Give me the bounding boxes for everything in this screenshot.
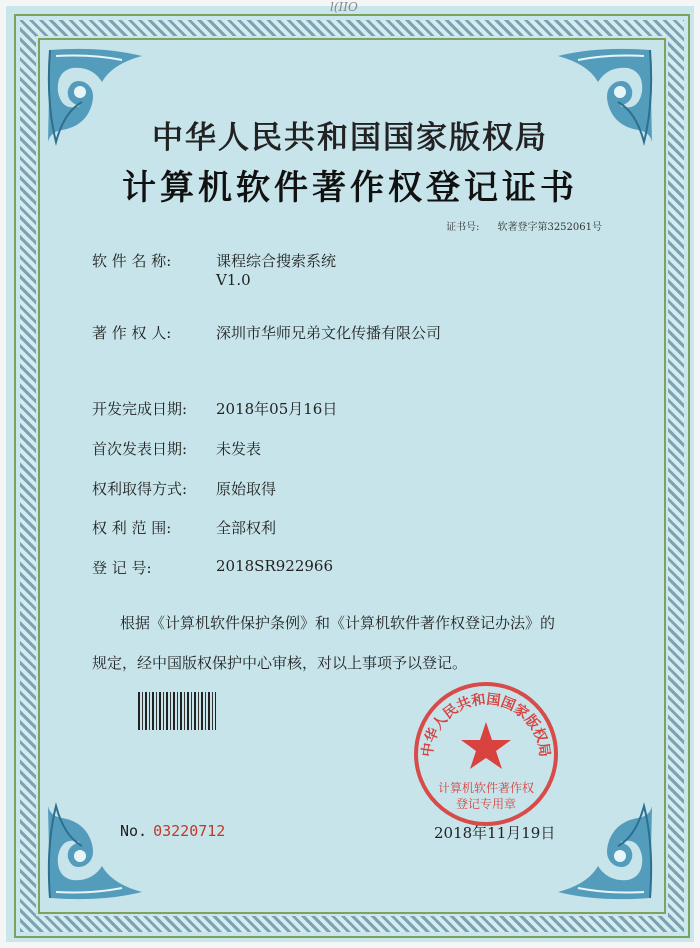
field-scope xyxy=(92,517,277,538)
scroll-ornament-icon xyxy=(42,796,152,906)
field-label: 软 件 名 称: xyxy=(92,252,172,270)
seal-outer-text: 中华人民共和国国家版权局 xyxy=(419,691,553,758)
field-value: 全部权利 xyxy=(216,519,277,537)
field-value: 原始取得 xyxy=(216,480,277,498)
field-registration-no xyxy=(92,557,334,578)
field-acquisition xyxy=(92,478,277,499)
field-label: 权 利 范 围: xyxy=(92,519,172,537)
statement-line-2: 规定，经中国版权保护中心审核，对以上事项予以登记。 xyxy=(92,654,468,672)
field-value: V1.0 xyxy=(216,271,251,289)
issue-date: 2018年11月19日 xyxy=(434,824,556,842)
serial-label: No. xyxy=(120,822,148,840)
serial-number xyxy=(120,822,225,840)
seal-line-2: 登记专用章 xyxy=(455,797,517,811)
statement-line-1: 根据《计算机软件保护条例》和《计算机软件著作权登记办法》的 xyxy=(120,614,556,632)
field-label: 著 作 权 人: xyxy=(92,324,172,342)
field-completion-date xyxy=(92,398,338,419)
scroll-ornament-icon xyxy=(548,796,658,906)
field-owner xyxy=(92,322,442,343)
field-value: 未发表 xyxy=(216,440,262,458)
field-label: 开发完成日期: xyxy=(92,400,188,418)
certificate-number xyxy=(446,218,602,233)
field-label: 首次发表日期: xyxy=(92,440,188,458)
field-label: 权利取得方式: xyxy=(92,480,188,498)
certificate-number-label: 证书号: xyxy=(446,222,480,233)
issuing-authority: 中华人民共和国国家版权局 xyxy=(152,120,548,156)
field-value: 深圳市华师兄弟文化传播有限公司 xyxy=(216,324,442,342)
field-value: 2018年05月16日 xyxy=(216,400,338,418)
certificate-number-value: 软著登字第3252061号 xyxy=(497,222,602,233)
serial-value: 03220712 xyxy=(153,822,226,840)
handwritten-mark: l(IIO xyxy=(330,0,358,14)
field-value: 2018SR922966 xyxy=(216,557,334,575)
certificate-title: 计算机软件著作权登记证书 xyxy=(122,168,578,208)
barcode-icon xyxy=(138,692,216,730)
star-icon xyxy=(461,722,511,769)
field-first-publish-date xyxy=(92,438,262,459)
field-value: 课程综合搜索系统 xyxy=(216,252,337,270)
field-software-name xyxy=(92,250,337,271)
field-label: 登 记 号: xyxy=(92,559,152,577)
seal-line-1: 计算机软件著作权 xyxy=(437,781,535,795)
official-seal xyxy=(412,680,560,828)
